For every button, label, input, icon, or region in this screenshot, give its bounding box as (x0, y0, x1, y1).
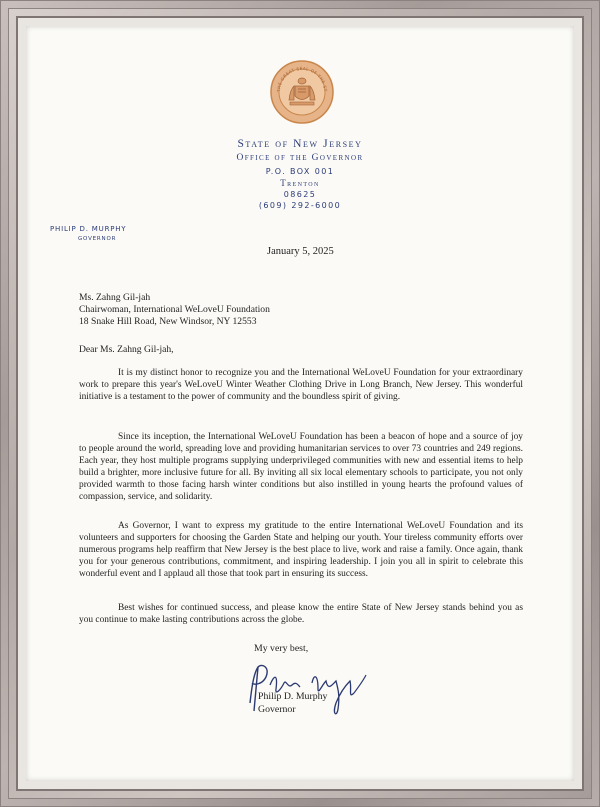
letterhead-zip: 08625 (283, 190, 317, 199)
paragraph-4: Best wishes for continued success, and please know the entire State of New Jersey stands behind you as you continue to make lasting contributions across the globe. (79, 603, 523, 625)
letterhead-office: Office of the Governor (236, 153, 364, 163)
letterhead-city: Trenton (280, 178, 320, 188)
signature-title: Governor (258, 704, 296, 715)
letterhead-state: State of New Jersey (237, 138, 363, 150)
governor-title-header: GOVERNOR (78, 236, 117, 242)
paragraph-1: It is my distinct honor to recognize you and the International WeLoveU Foundation for your extraordinary work to prepare this year's WeLoveU Winter Weather Clothing Drive in Long Branch, New Jersey. This wonderful initiative is a testament to the power of community and the boundless spirit of giving. (79, 368, 523, 402)
recipient-name: Ms. Zahng Gil-jah (79, 292, 151, 303)
signature-name: Philip D. Murphy (258, 691, 328, 702)
recipient-address-block (79, 292, 270, 328)
closing: My very best, (254, 643, 309, 654)
letterhead-phone: (609) 292-6000 (258, 201, 342, 210)
letter-date: January 5, 2025 (267, 246, 334, 257)
salutation: Dear Ms. Zahng Gil-jah, (79, 344, 174, 355)
letterhead-po-box: P.O. BOX 001 (265, 167, 335, 176)
state-seal-icon (270, 60, 334, 124)
recipient-title: Chairwoman, International WeLoveU Foundation (79, 304, 270, 315)
paragraph-3: As Governor, I want to express my gratitude to the entire International WeLoveU Foundation and its volunteers and supporters for choosing the Garden State and helping our youth. Your tireless community efforts over numerous programs help reaffirm that New Jersey is the best place to live, work and raise a family. Once again, thank you for your generous contributions, commitment, and inspiring leadership. I join you all in spirit to celebrate this wonderful event and I applaud all those that took part in ensuring its success. (79, 521, 523, 579)
recipient-address: 18 Snake Hill Road, New Windsor, NY 12553 (79, 316, 257, 327)
seal-arc-text: THE GREAT SEAL OF THE ST (275, 65, 329, 93)
paragraph-2: Since its inception, the International WeLoveU Foundation has been a beacon of hope and a source of joy to people around the world, spreading love and providing humanitarian services to over 73 countries and 249 regions. Each year, they host multiple programs supplying underprivileged communities with new and essential items to help build a brighter, more inclusive future for all. By inviting all six local elementary schools to participate, you not only provided warmth to those facing harsh winter conditions but also instilled in young hearts the profound values of compassion, service, and solidarity. (79, 432, 523, 502)
governor-name-header: PHILIP D. MURPHY (50, 225, 127, 233)
